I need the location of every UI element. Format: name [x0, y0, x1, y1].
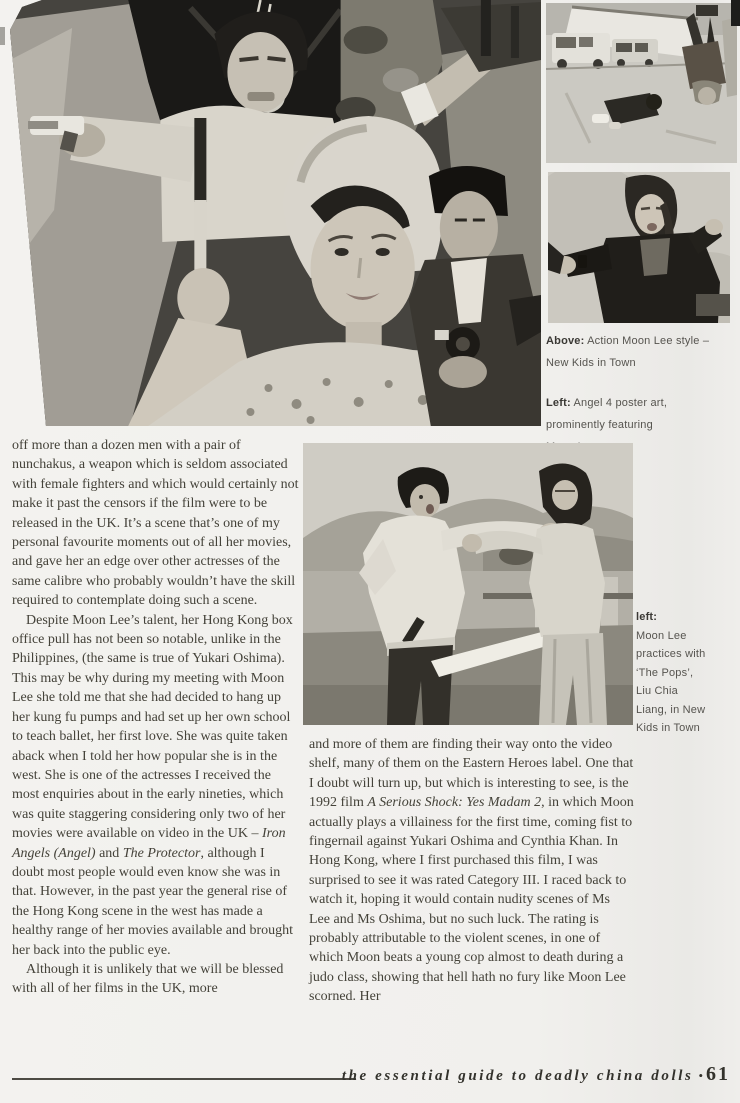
article-paragraph: off more than a dozen men with a pair of nunchakus, a weapon which is seldom associated with female fighters and which would certainly not make it past the censors if the film were to be released in the UK. It’s a scene that’s one of my personal favourite moments out of all her movies, and gave her an edge over other actresses of the same calibre who probably wouldn’t have the skill required to contemplate doing such a scene. — [12, 438, 299, 609]
caption-line: ‘The Pops’, — [636, 666, 694, 679]
article-paragraph: Despite Moon Lee’s talent, her Hong Kong box office pull has not been so notable, unlike in the Philippines, (the same is true of Yukari Oshima). This may be why during my meeting with Moon Lee she told me that she had decided to hang up her kung fu pumps and had set up her own school to teach ballet, her first love. She was quite taken aback when I told her how popular she is in the west. She is one of the actresses I received the most enquiries about in the early nineties, which was quite staggering considering only two of her movies were available on video in the UK – Iron Angels (Angel) and The Protector, although I doubt most people would even know she was in that. However, in the past year the general rise of the Hong Kong scene in the west has made a healthy range of her movies available and brought her back into the public eye. — [12, 612, 294, 958]
moon-lee-action-photo — [548, 172, 730, 323]
article-paragraph: and more of them are finding their way onto the video shelf, many of them on the Eastern Heroes label. One that I doubt will turn up, but which is interesting to see, is the 1992 film A Serious Shock: Yes Madam 2, in which Moon actually plays a villainess for the first time, coming fist to fingernail against Yukari Oshima and Cynthia Khan. In Hong Kong, where I first purchased this film, I was surprised to see it was rated Category III. I raced back to watch it, hoping it would contain nudity scenes of Ms Lee and Ms Oshima, but no such luck. The rating is probably attributable to the violent scenes, in one of which Moon beats a young cop almost to death during a judo class, showing that hell hath no fury like Moon Lee scorned. Her — [309, 737, 634, 1005]
caption-line: left: — [636, 611, 658, 623]
caption-line: prominently featuring — [546, 419, 653, 431]
caption-above-new-kids — [546, 330, 736, 374]
fight-photo-art — [303, 443, 633, 725]
article-column-1 — [12, 436, 299, 999]
footer-tagline: the essential guide to deadly china dolls — [341, 1068, 694, 1084]
action-photo-art — [548, 172, 730, 323]
footer — [300, 1063, 730, 1086]
caption-line: Left: Angel 4 poster art, — [546, 397, 668, 409]
caption-line: New Kids in Town — [546, 357, 636, 369]
caption-line: Above: Action Moon Lee style – — [546, 335, 710, 347]
poster-photo-art — [10, 0, 541, 426]
caption-line: Moon Lee — [636, 629, 687, 642]
caption-line: Liu Chia — [636, 685, 678, 697]
street-photo-art — [546, 3, 737, 163]
fight-practice-photo — [303, 443, 633, 725]
street-stunt-photo — [546, 3, 737, 163]
scan-artifact-corner — [731, 0, 740, 26]
angel4-poster-photo — [10, 0, 541, 426]
article-column-2 — [309, 735, 634, 1007]
footer-bullet: • — [698, 1068, 703, 1083]
caption-left-liu-chia-liang — [636, 608, 736, 738]
scan-artifact-edge — [0, 27, 5, 45]
page-number: 61 — [706, 1063, 730, 1085]
article-paragraph: Although it is unlikely that we will be blessed with all of her films in the UK, more — [12, 961, 284, 997]
caption-line: practices with — [636, 648, 706, 660]
caption-line: Liang, in New — [636, 703, 706, 716]
caption-line: Kids in Town — [636, 722, 700, 734]
